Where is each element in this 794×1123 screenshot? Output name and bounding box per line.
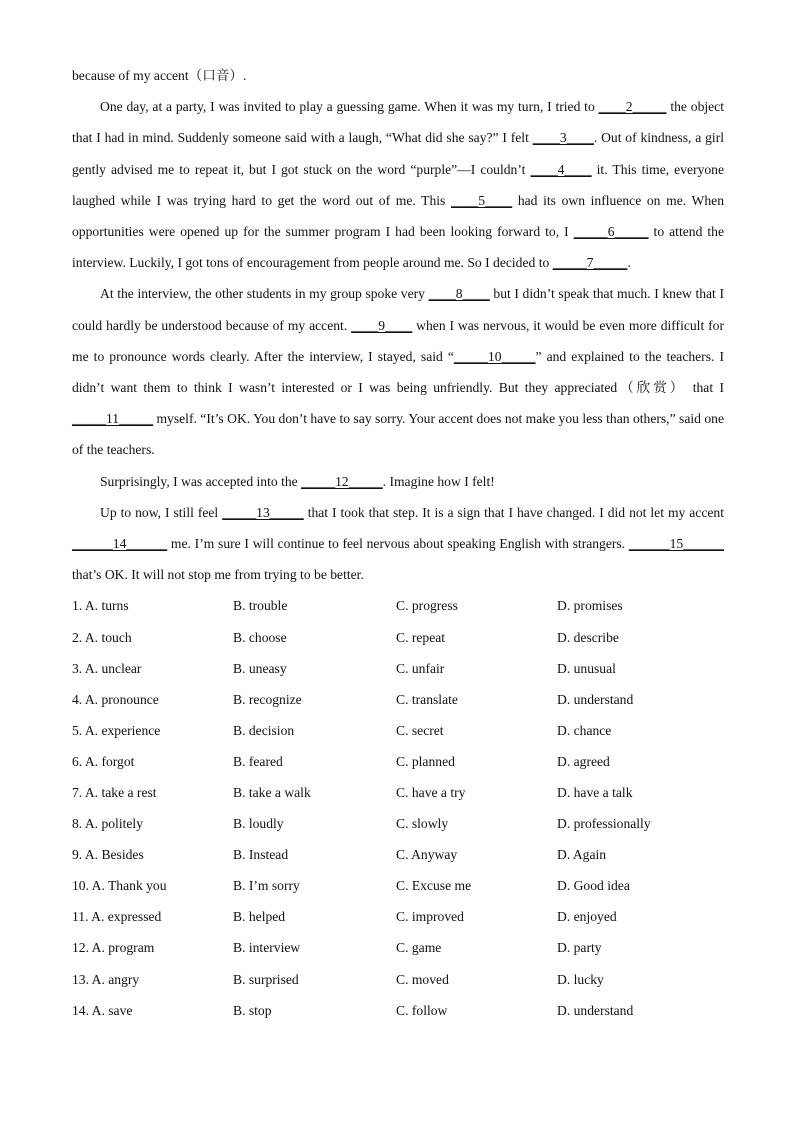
option-c: C. translate (396, 691, 458, 707)
option-a: 6. A. forgot (72, 753, 135, 769)
option-a: 3. A. unclear (72, 660, 142, 676)
option-c: C. improved (396, 909, 464, 925)
paragraph-text: ” and explained to the teachers. I didn’t want them to think I wasn’t interested or I was being unfriendly. But they appreciated（欣赏） that I (72, 348, 724, 396)
option-b: B. interview (233, 940, 301, 956)
passage-paragraph-3 (72, 466, 724, 497)
option-b: B. recognize (233, 691, 302, 707)
paragraph-text: that’s OK. It will not stop me from trying to be better. (72, 567, 364, 583)
passage-paragraph-4 (72, 497, 724, 591)
blank-3: ____3____ (532, 130, 594, 146)
option-a: 12. A. program (72, 940, 155, 956)
option-c: C. Excuse me (396, 878, 472, 894)
option-d: D. describe (557, 629, 619, 645)
option-b: B. decision (233, 722, 295, 738)
blank-10: _____10_____ (453, 348, 536, 364)
paragraph-text: to attend the interview. Luckily, I got tons of encouragement from people around me. So I decided to (72, 224, 725, 271)
question-5-options (72, 715, 724, 746)
option-b: B. helped (233, 909, 286, 925)
paragraph-text: because of my accent（口音）. (72, 68, 247, 83)
paragraph-text: At the interview, the other students in my group spoke very (100, 286, 429, 302)
blank-2: ____2_____ (598, 99, 667, 115)
option-c: C. moved (396, 971, 449, 987)
option-c: C. planned (396, 753, 455, 769)
option-c: C. follow (396, 1002, 448, 1018)
paragraph-text: but I didn’t speak that much. I knew that I could hardly be understood because of my accent. (72, 286, 724, 333)
question-3-options (72, 653, 724, 684)
option-d: D. agreed (557, 753, 610, 769)
blank-14: ______14______ (72, 536, 168, 552)
option-a: 7. A. take a rest (72, 785, 157, 801)
option-a: 1. A. turns (72, 598, 129, 614)
option-d: D. unusual (557, 660, 616, 676)
paragraph-text: . Imagine how I felt! (382, 473, 495, 489)
option-d: D. have a talk (557, 785, 633, 801)
option-b: B. uneasy (233, 660, 287, 676)
question-14-options (72, 995, 724, 1026)
option-b: B. trouble (233, 598, 288, 614)
question-6-options (72, 746, 724, 777)
passage-paragraph-2 (72, 278, 724, 465)
paragraph-text: . Out of kindness, a girl gently advised me to repeat it, but I got stuck on the word “purple”—I couldn’t (72, 130, 724, 177)
option-a: 8. A. politely (72, 816, 143, 832)
option-a: 2. A. touch (72, 629, 132, 645)
passage-paragraph-1 (72, 91, 724, 278)
option-c: C. Anyway (396, 847, 458, 863)
option-b: B. surprised (233, 971, 299, 987)
question-9-options (72, 839, 724, 870)
option-d: D. understand (557, 691, 634, 707)
question-1-options (72, 590, 724, 621)
option-d: D. Good idea (557, 878, 630, 894)
option-d: D. Again (557, 847, 607, 863)
paragraph-text: it. This time, everyone laughed while I was trying hard to get the word out of me. This (72, 161, 724, 208)
option-b: B. feared (233, 753, 283, 769)
option-b: B. choose (233, 629, 287, 645)
blank-13: _____13_____ (222, 504, 304, 520)
option-a: 14. A. save (72, 1002, 133, 1018)
paragraph-text: Up to now, I still feel (100, 504, 223, 520)
option-c: C. progress (396, 598, 458, 614)
option-c: C. slowly (396, 816, 449, 832)
option-a: 9. A. Besides (72, 847, 144, 863)
blank-15: ______15______ (628, 536, 724, 552)
option-d: D. understand (557, 1002, 634, 1018)
option-a: 13. A. angry (72, 971, 140, 987)
paragraph-text: had its own influence on me. When opportunities were opened up for the summer program I had been looking forward to, I (72, 192, 724, 240)
paragraph-text: the object that I had in mind. Suddenly someone said with a laugh, “What did she say?” I felt (72, 99, 724, 146)
paragraph-text: when I was nervous, it would be even more difficult for me to pronounce words clearly. After the interview, I stayed, said “ (72, 317, 724, 364)
paragraph-text: Surprisingly, I was accepted into the (100, 473, 302, 489)
option-c: C. have a try (396, 785, 466, 801)
blank-11: _____11_____ (72, 411, 154, 427)
paragraph-text: myself. “It’s OK. You don’t have to say sorry. Your accent does not make you less than others,” said one of the teachers. (72, 411, 724, 458)
blank-9: ____9____ (351, 317, 413, 333)
blank-4: ____4____ (530, 161, 592, 177)
option-d: D. enjoyed (557, 909, 617, 925)
option-c: C. game (396, 940, 442, 956)
paragraph-text: . (627, 255, 631, 271)
option-a: 10. A. Thank you (72, 878, 167, 894)
option-b: B. loudly (233, 816, 284, 832)
paragraph-text: me. I’m sure I will continue to feel nervous about speaking English with strangers. (167, 536, 629, 552)
option-d: D. promises (557, 598, 623, 614)
blank-8: ____8____ (428, 286, 490, 302)
passage-paragraph-0 (72, 60, 724, 91)
option-d: D. lucky (557, 971, 604, 987)
option-d: D. chance (557, 722, 612, 738)
question-12-options (72, 932, 724, 963)
blank-12: _____12_____ (301, 473, 383, 489)
option-d: D. professionally (557, 816, 651, 832)
question-13-options (72, 964, 724, 995)
question-4-options (72, 684, 724, 715)
option-b: B. stop (233, 1002, 272, 1018)
option-c: C. repeat (396, 629, 446, 645)
option-a: 11. A. expressed (72, 909, 162, 925)
option-d: D. party (557, 940, 602, 956)
option-c: C. unfair (396, 660, 445, 676)
option-b: B. Instead (233, 847, 289, 863)
paragraph-text: that I took that step. It is a sign that I have changed. I did not let my accent (303, 504, 724, 520)
document-page (72, 60, 724, 1026)
option-b: B. take a walk (233, 785, 311, 801)
option-c: C. secret (396, 722, 444, 738)
blank-6: _____6_____ (573, 224, 649, 240)
blank-7: _____7_____ (552, 255, 628, 271)
option-b: B. I’m sorry (233, 878, 300, 894)
option-a: 5. A. experience (72, 722, 161, 738)
option-a: 4. A. pronounce (72, 691, 159, 707)
question-8-options (72, 808, 724, 839)
question-7-options (72, 777, 724, 808)
paragraph-text: One day, at a party, I was invited to play a guessing game. When it was my turn, I tried to (100, 99, 599, 115)
options-list (72, 590, 724, 1025)
question-10-options (72, 870, 724, 901)
question-11-options (72, 901, 724, 932)
question-2-options (72, 622, 724, 653)
blank-5: ____5____ (451, 192, 513, 208)
